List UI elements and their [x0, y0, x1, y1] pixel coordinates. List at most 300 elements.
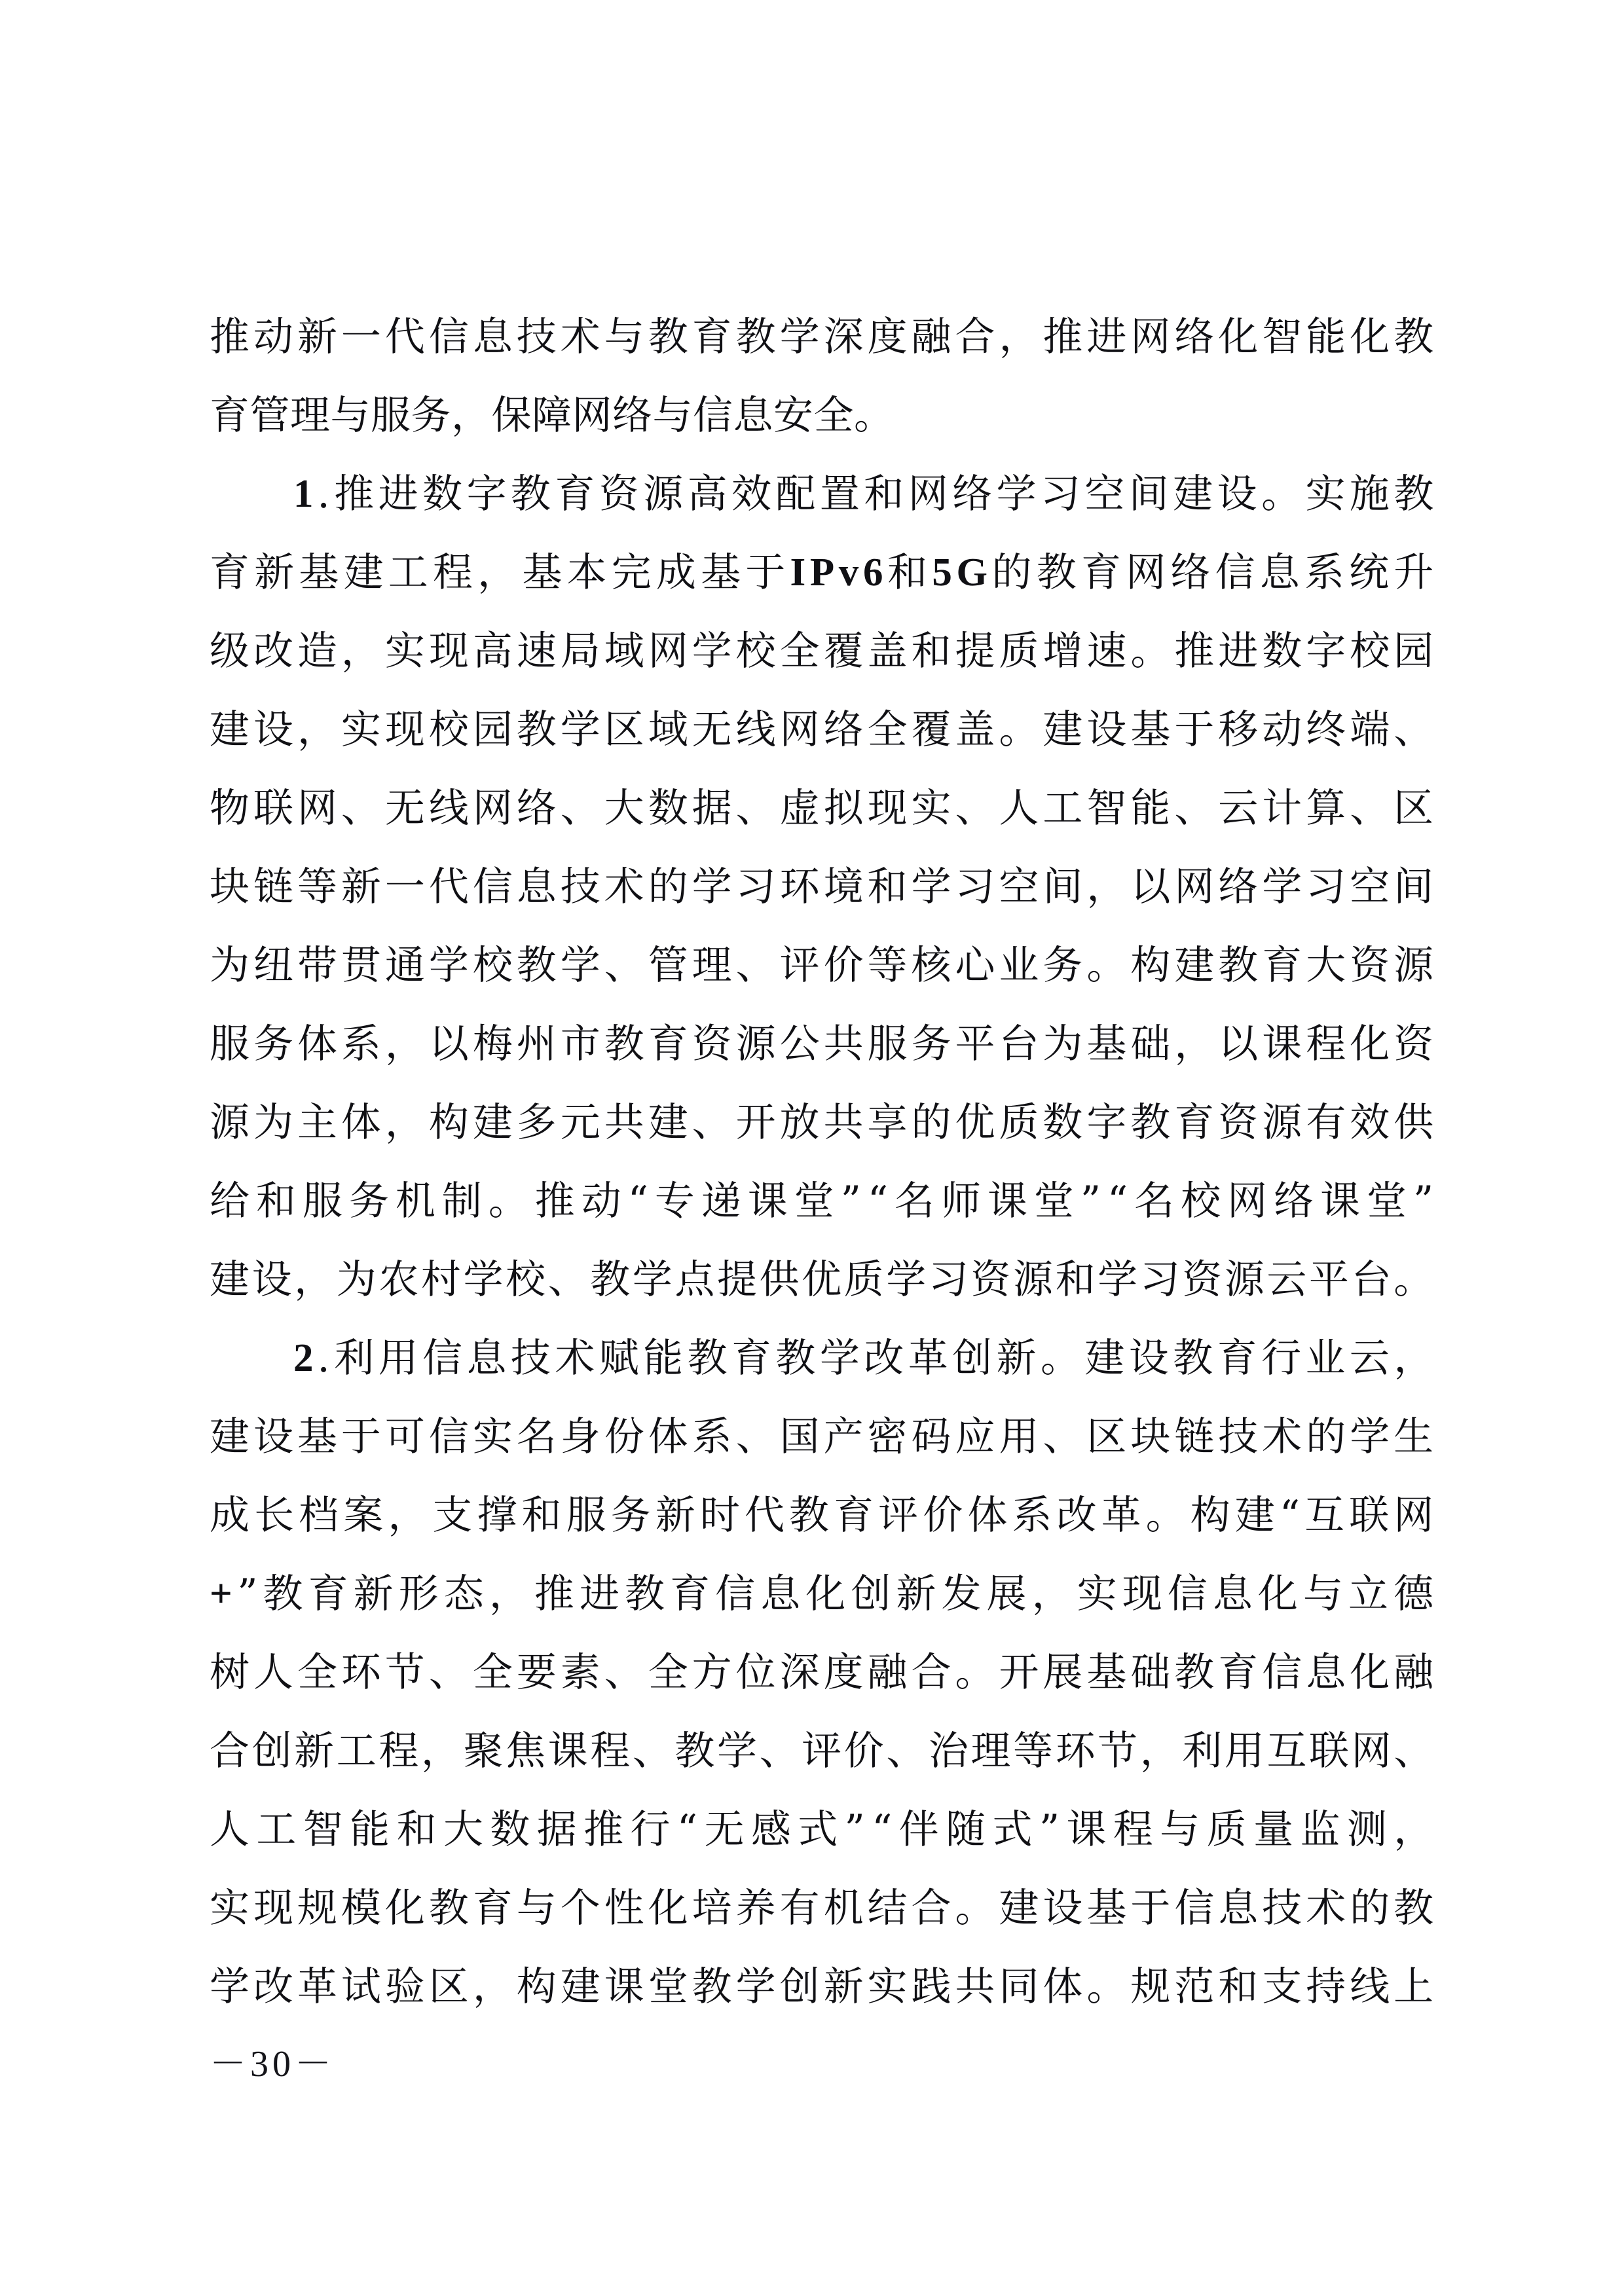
glyph: G	[956, 551, 987, 594]
glyph: 创	[779, 1963, 821, 2010]
glyph: 学	[463, 1256, 504, 1303]
glyph: 速	[1086, 628, 1127, 674]
glyph: ，	[477, 549, 518, 596]
glyph: 能	[350, 1806, 390, 1853]
page-number: －30－	[210, 2044, 335, 2085]
glyph: 课	[1066, 1806, 1107, 1853]
glyph: 学	[692, 628, 733, 674]
glyph: 实	[1077, 1571, 1118, 1617]
glyph: ，	[1031, 1571, 1073, 1617]
glyph: 推	[1043, 314, 1083, 360]
glyph: 实	[867, 1963, 908, 2010]
glyph: 业	[999, 942, 1039, 989]
body-line	[210, 455, 1434, 534]
glyph: 网	[1130, 314, 1171, 360]
glyph: 终	[1306, 706, 1346, 753]
glyph: 融	[911, 314, 952, 360]
glyph: 以	[1130, 864, 1171, 910]
glyph: 多	[516, 1099, 557, 1146]
glyph: 和	[255, 1178, 297, 1224]
glyph: 践	[911, 1963, 952, 2010]
glyph: 优	[802, 1256, 842, 1303]
glyph: P	[809, 551, 835, 594]
glyph: 、	[735, 785, 777, 831]
body-line	[210, 848, 1434, 926]
glyph: 能	[643, 1335, 684, 1381]
glyph: 息	[760, 1571, 801, 1617]
glyph: 资	[692, 1021, 733, 1067]
glyph: 的	[911, 1099, 952, 1146]
glyph: 。	[1393, 1256, 1434, 1303]
glyph: 养	[735, 1885, 777, 1931]
glyph: 用	[1224, 1728, 1265, 1774]
glyph: 于	[1130, 1885, 1171, 1931]
glyph: 推	[210, 314, 250, 360]
glyph: 能	[1130, 785, 1171, 831]
glyph: 增	[1043, 628, 1083, 674]
glyph: 工	[256, 1806, 297, 1853]
glyph: 模	[341, 1885, 382, 1931]
glyph: 升	[1393, 549, 1434, 596]
glyph: 教	[648, 314, 689, 360]
glyph: ，	[341, 628, 382, 674]
glyph: ，	[472, 1963, 513, 2010]
glyph: 育	[1174, 1099, 1215, 1146]
glyph: ”	[237, 1571, 258, 1617]
glyph: 化	[1350, 314, 1390, 360]
glyph: 育	[648, 1021, 689, 1067]
glyph: 、	[604, 942, 645, 989]
glyph: 、	[560, 785, 601, 831]
glyph: 设	[253, 706, 294, 753]
glyph: 教	[1218, 942, 1259, 989]
glyph: 空	[1350, 864, 1390, 910]
glyph: ”	[844, 1806, 866, 1853]
body-line	[210, 1869, 1434, 1948]
glyph: 服	[302, 1178, 343, 1224]
glyph: 行	[1261, 1335, 1302, 1381]
glyph: 评	[802, 1728, 842, 1774]
glyph: 建	[1173, 471, 1213, 517]
glyph: 术	[560, 314, 601, 360]
glyph: 融	[1393, 1649, 1434, 1696]
glyph: 教	[692, 1963, 733, 2010]
glyph: 务	[1043, 942, 1083, 989]
glyph: 深	[779, 1649, 821, 1696]
glyph: 给	[210, 1178, 250, 1224]
glyph: ，	[1086, 864, 1127, 910]
glyph: 课	[604, 1963, 645, 2010]
glyph: 务	[253, 1021, 294, 1067]
glyph: ，	[388, 1492, 428, 1539]
glyph: 技	[516, 314, 557, 360]
glyph: 元	[560, 1099, 601, 1146]
glyph: 教	[735, 314, 777, 360]
glyph: 质	[999, 1099, 1039, 1146]
glyph: 资	[1350, 942, 1390, 989]
glyph: 络	[1174, 314, 1215, 360]
glyph: 评	[779, 942, 821, 989]
glyph: 配	[775, 471, 816, 517]
glyph: 学	[1262, 864, 1302, 910]
glyph: 系	[692, 1413, 733, 1460]
glyph: ，	[384, 1021, 426, 1067]
glyph: 现	[867, 785, 908, 831]
glyph: 成	[210, 1492, 250, 1539]
glyph: 于	[1174, 706, 1215, 753]
glyph: 育	[472, 1885, 513, 1931]
glyph: 计	[1262, 785, 1302, 831]
glyph: 育	[1217, 1335, 1258, 1381]
glyph: 质	[999, 628, 1039, 674]
glyph: 实	[384, 628, 426, 674]
body-line	[210, 1555, 1434, 1633]
glyph: 全	[648, 1649, 689, 1696]
glyph: 同	[999, 1963, 1039, 2010]
glyph: 、	[735, 1413, 777, 1460]
glyph: 空	[1084, 471, 1125, 517]
glyph: 网	[648, 628, 689, 674]
glyph: 推	[534, 1571, 575, 1617]
glyph: 学	[632, 1256, 673, 1303]
glyph: 价	[823, 942, 864, 989]
glyph: 发	[941, 1571, 982, 1617]
glyph: 质	[843, 1256, 885, 1303]
glyph: 程	[590, 1728, 631, 1774]
glyph: “	[872, 1806, 893, 1853]
glyph: 教	[1393, 1885, 1434, 1931]
glyph: 与	[516, 1885, 557, 1931]
glyph: 络	[1274, 1178, 1314, 1224]
glyph: 物	[210, 785, 250, 831]
glyph: 础	[1130, 1649, 1171, 1696]
glyph: 感	[750, 1806, 792, 1853]
glyph: 构	[1190, 1492, 1231, 1539]
glyph: ，	[1139, 1728, 1181, 1774]
glyph: 息	[516, 864, 557, 910]
glyph: 革	[908, 1335, 949, 1381]
glyph: 、	[341, 785, 382, 831]
glyph: 测	[1346, 1806, 1388, 1853]
glyph: 建	[210, 1413, 250, 1460]
glyph: 系	[1012, 1492, 1052, 1539]
glyph: 管	[648, 942, 689, 989]
glyph: 量	[1253, 1806, 1294, 1853]
glyph: 和	[867, 864, 908, 910]
glyph: ，	[294, 1256, 335, 1303]
glyph: 环	[1055, 1728, 1096, 1774]
glyph: 盖	[955, 706, 995, 753]
glyph: 体	[341, 1099, 382, 1146]
glyph: 域	[648, 706, 689, 753]
body-line	[210, 1241, 1434, 1319]
glyph: 建	[999, 1885, 1039, 1931]
glyph: 用	[999, 1413, 1039, 1460]
glyph: 实	[911, 785, 952, 831]
glyph: 深	[823, 314, 864, 360]
glyph: 数	[490, 1806, 530, 1853]
glyph: 理	[970, 1728, 1011, 1774]
glyph: 育	[1081, 549, 1122, 596]
glyph: 。	[1130, 628, 1171, 674]
glyph: 。	[1086, 942, 1127, 989]
glyph: 习	[1139, 1256, 1181, 1303]
glyph: 技	[560, 864, 601, 910]
glyph: 大	[1306, 942, 1346, 989]
glyph: 程	[1113, 1806, 1154, 1853]
glyph: 数	[1262, 628, 1302, 674]
glyph: 域	[604, 628, 645, 674]
glyph: 源	[1224, 1256, 1265, 1303]
glyph: 教	[516, 942, 557, 989]
glyph: 联	[1309, 1728, 1350, 1774]
glyph: 化	[1257, 1571, 1299, 1617]
glyph: 利	[334, 1335, 375, 1381]
glyph: 体	[648, 1413, 689, 1460]
glyph: 学	[560, 942, 601, 989]
glyph: 局	[560, 628, 601, 674]
glyph: 随	[946, 1806, 986, 1853]
glyph: 育	[834, 1492, 874, 1539]
glyph: 设	[1086, 706, 1127, 753]
glyph: 主	[297, 1099, 338, 1146]
glyph: 技	[1218, 1413, 1259, 1460]
body-line	[210, 1084, 1434, 1162]
glyph: 络	[823, 706, 864, 753]
body-line	[210, 1319, 1434, 1398]
glyph: 线	[1350, 1963, 1390, 2010]
glyph: 技	[1262, 1885, 1302, 1931]
glyph: 盖	[867, 628, 908, 674]
glyph: 培	[692, 1885, 733, 1931]
glyph: 课	[747, 1178, 788, 1224]
glyph: 创	[952, 1335, 993, 1381]
glyph: 学	[1350, 1413, 1390, 1460]
glyph: 一	[384, 864, 426, 910]
glyph: 息	[1259, 549, 1301, 596]
glyph: 全	[297, 1649, 338, 1696]
glyph: 实	[341, 706, 382, 753]
glyph: 学	[996, 471, 1037, 517]
glyph: 代	[744, 1492, 785, 1539]
glyph: 、	[1043, 1413, 1083, 1460]
glyph: 建	[1043, 706, 1083, 753]
glyph: 网	[1174, 864, 1215, 910]
glyph: 试	[341, 1963, 382, 2010]
glyph: 创	[851, 1571, 891, 1617]
glyph: 全	[867, 706, 908, 753]
glyph: 名	[895, 1178, 935, 1224]
glyph: 习	[735, 864, 777, 910]
glyph: 息	[466, 1335, 507, 1381]
glyph: 现	[384, 706, 426, 753]
glyph: 。	[1040, 1335, 1081, 1381]
glyph: 间	[1128, 471, 1170, 517]
glyph: 育	[1262, 942, 1302, 989]
glyph: 育	[692, 314, 733, 360]
glyph: 用	[378, 1335, 419, 1381]
glyph: 、	[955, 785, 995, 831]
glyph: 术	[604, 864, 645, 910]
glyph: 环	[341, 1649, 382, 1696]
glyph: 源	[735, 1021, 777, 1067]
glyph: 息	[1306, 1649, 1346, 1696]
glyph: 覆	[911, 706, 952, 753]
glyph: 规	[1130, 1963, 1171, 2010]
body-line	[210, 926, 1434, 1005]
glyph: 成	[655, 549, 697, 596]
glyph: 云	[1349, 1335, 1390, 1381]
glyph: 、	[1393, 706, 1434, 753]
glyph: 教	[1173, 1335, 1213, 1381]
glyph: 基	[701, 549, 741, 596]
glyph: 教	[604, 1021, 645, 1067]
glyph: 与	[1302, 1571, 1344, 1617]
glyph: 学	[886, 1256, 927, 1303]
glyph: 建	[210, 706, 250, 753]
body-line	[210, 298, 1434, 376]
glyph: 建	[1234, 1492, 1276, 1539]
glyph: 形	[398, 1571, 439, 1617]
glyph: 放	[779, 1099, 821, 1146]
glyph: 为	[336, 1256, 377, 1303]
glyph: 。	[1261, 471, 1302, 517]
glyph: 点	[674, 1256, 715, 1303]
glyph: 息	[472, 314, 513, 360]
glyph: 虚	[779, 785, 821, 831]
glyph: 网	[1393, 1492, 1434, 1539]
glyph: 为	[253, 1099, 294, 1146]
glyph: 合	[955, 314, 995, 360]
glyph: 数	[648, 785, 689, 831]
glyph: 全	[779, 628, 821, 674]
glyph: 建	[648, 1099, 689, 1146]
glyph: 务	[348, 1178, 390, 1224]
glyph: 教	[1393, 314, 1434, 360]
glyph: 育	[670, 1571, 710, 1617]
glyph: 共	[955, 1963, 995, 2010]
glyph: 覆	[823, 628, 864, 674]
glyph: 价	[843, 1728, 885, 1774]
glyph: 间	[1043, 864, 1083, 910]
glyph: 堂	[1367, 1178, 1407, 1224]
glyph: 建	[472, 1099, 513, 1146]
glyph: 提	[955, 628, 995, 674]
glyph: 工	[336, 1728, 377, 1774]
body-line	[210, 1948, 1434, 2026]
glyph: 无	[384, 785, 426, 831]
glyph: 构	[516, 1963, 557, 2010]
glyph: 改	[253, 1963, 294, 2010]
glyph: 智	[1086, 785, 1127, 831]
glyph: 为	[1043, 1021, 1083, 1067]
glyph: 学	[692, 864, 733, 910]
glyph: 基	[522, 549, 563, 596]
body-line	[210, 1398, 1434, 1476]
glyph: 、	[1350, 785, 1390, 831]
glyph: 施	[1349, 471, 1390, 517]
glyph: 创	[251, 1728, 293, 1774]
glyph: 合	[911, 1649, 952, 1696]
glyph: 教	[775, 1335, 816, 1381]
glyph: 监	[1300, 1806, 1340, 1853]
glyph: 。	[955, 1885, 995, 1931]
glyph: 人	[999, 785, 1039, 831]
glyph: 、	[692, 1099, 733, 1146]
glyph: 堂	[794, 1178, 835, 1224]
glyph: ，	[384, 1099, 426, 1146]
glyph: 实	[210, 1885, 250, 1931]
glyph: 字	[1086, 1099, 1127, 1146]
glyph: 堂	[1033, 1178, 1075, 1224]
glyph: 、	[759, 1728, 800, 1774]
glyph: 动	[1262, 706, 1302, 753]
glyph: 环	[779, 864, 821, 910]
glyph: “	[867, 1178, 889, 1224]
glyph: 源	[643, 471, 684, 517]
glyph: 据	[536, 1806, 578, 1853]
glyph: 有	[779, 1885, 821, 1931]
glyph: 课	[547, 1728, 589, 1774]
glyph: 新	[655, 1492, 696, 1539]
glyph: 信	[428, 1413, 470, 1460]
glyph: 推	[534, 1178, 576, 1224]
glyph: 教	[674, 1728, 715, 1774]
body-line	[210, 1005, 1434, 1084]
glyph: 现	[1122, 1571, 1163, 1617]
body-line	[210, 1476, 1434, 1555]
glyph: 素	[560, 1649, 601, 1696]
glyph: 共	[604, 1099, 645, 1146]
glyph: 新	[254, 549, 295, 596]
glyph: 和	[396, 1806, 437, 1853]
glyph: 信	[428, 314, 470, 360]
glyph: 园	[472, 706, 513, 753]
glyph: 平	[1309, 1256, 1350, 1303]
glyph: 大	[604, 785, 645, 831]
glyph: 档	[299, 1492, 339, 1539]
glyph: 校	[428, 706, 470, 753]
glyph: ，	[1174, 1021, 1215, 1067]
glyph: 教	[263, 1571, 304, 1617]
body-line	[210, 1791, 1434, 1869]
glyph: 和	[1055, 1256, 1096, 1303]
glyph: 区	[1086, 1413, 1127, 1460]
glyph: 合	[210, 1728, 250, 1774]
glyph: 方	[692, 1649, 733, 1696]
glyph: 、	[428, 1649, 470, 1696]
glyph: 学	[735, 1963, 777, 2010]
glyph: 信	[472, 864, 513, 910]
glyph: 信	[422, 1335, 463, 1381]
glyph: 的	[1350, 1885, 1390, 1931]
glyph: 身	[560, 1413, 601, 1460]
glyph: 字	[1306, 628, 1346, 674]
glyph: 资	[970, 1256, 1011, 1303]
glyph: 育	[555, 471, 595, 517]
glyph: 互	[1266, 1728, 1307, 1774]
glyph: 园	[1393, 628, 1434, 674]
glyph: 心	[955, 942, 995, 989]
glyph: 课	[1320, 1178, 1361, 1224]
glyph: 系	[341, 1021, 382, 1067]
glyph: 改	[1056, 1492, 1097, 1539]
glyph: 络	[952, 471, 993, 517]
glyph: 联	[1349, 1492, 1390, 1539]
glyph: 价	[923, 1492, 963, 1539]
glyph: ，	[1393, 1806, 1434, 1853]
glyph: 教	[687, 1335, 728, 1381]
